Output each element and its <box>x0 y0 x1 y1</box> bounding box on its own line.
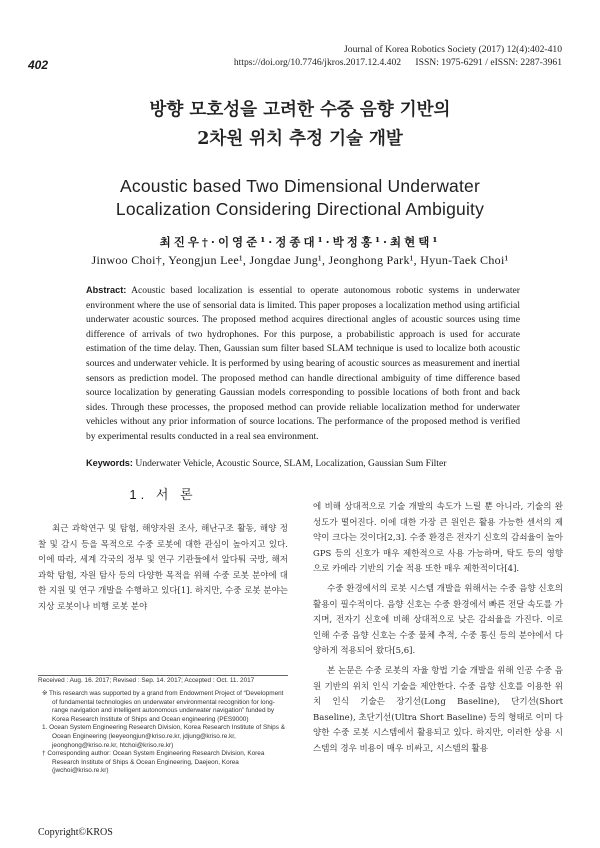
authors-english: Jinwoo Choi†, Yeongjun Lee¹, Jongdae Jung¹, Jeonghong Park¹, Hyun-Taek Choi¹ <box>91 253 509 267</box>
body-paragraph: 본 논문은 수중 로봇의 자율 항법 기술 개발을 위해 인공 수중 음원 기반의 위치 인식 기술을 제안한다. 수중 음향 신호를 이용한 위치 인식 기술은 장기선(Long Baseline), 단기선(Short Baseline), 초단기선(Ultra Short Baseline) 등의 형태로 이미 다양한 수중 로봇 시스템에서 활용되고 있다. 하지만, 이러한 상용 시스템의 경우 비용이 매우 비싸고, 시스템의 활용 <box>313 665 563 754</box>
corresponding-author-note: † Corresponding author: Ocean System Engineering Research Division, Korea Research Institute of Ships & Ocean Engineering, Daejeon, Korea (jwchoi@kriso.re.kr) <box>42 750 265 775</box>
doi-issn-line: https://doi.org/10.7746/jkros.2017.12.4.402 ISSN: 1975-6291 / eISSN: 2287-3961 <box>233 57 562 68</box>
korean-title-line-2: 2차원 위치 추정 기술 개발 <box>197 129 403 149</box>
body-paragraph: 에 비해 상대적으로 기술 개발의 속도가 느릴 뿐 아니라, 기술의 완성도가 떨어진다. 이에 대한 가장 큰 원인은 활용 가능한 센서의 제약이 크다는 것이다[2,3]. 수중 환경은 전자기 신호의 감쇠율이 높아 GPS 등의 신호가 매우 제한적으로 사용 가능하며, 탁도 등의 영향으로 카메라 기반의 기술 적용 또한 매우 제한적이다[4]. <box>313 502 563 575</box>
english-title-line-2: Localization Considering Directional Ambiguity <box>115 199 485 219</box>
footnote-divider <box>38 675 288 676</box>
received-dates: Received : Aug. 16. 2017; Revised : Sep. 14. 2017; Accepted : Oct. 11. 2017 <box>38 677 255 684</box>
page-number: 402 <box>28 58 49 72</box>
korean-title-line-1: 방향 모호성을 고려한 수중 음향 기반의 <box>149 100 451 120</box>
authors-korean: 최진우†·이영준¹·정종대¹·박정홍¹·최현택¹ <box>159 235 441 249</box>
journal-citation: Journal of Korea Robotics Society (2017) 12(4):402-410 <box>344 44 562 55</box>
english-title-line-1: Acoustic based Two Dimensional Underwater <box>120 176 480 196</box>
abstract-text: Acoustic based localization is essential to operate autonomous robotic systems in underwater environment where the use of sensorial data is limited. This paper proposes a localization method using artificial underwater acoustic sources. The proposed method acquires directional angles of acoustic sources using time difference of arrivals of two hydrophones. For this purpose, a probabilistic approach is used for accurate estimation of the time delay. Then, Gaussian sum filter based SLAM technique is used to localize both acoustic sources and underwater vehicle. It is performed by using bearing of acoustic sources as measurement and inertial sensors as prediction model. The proposed method can handle directional ambiguity of time difference based source localization by generating Gaussian models corresponding to possible locations of both front and back sides. Through these processes, the proposed method can provide reliable localization method for underwater vehicles without any prior information of source locations. The performance of the proposed method is verified by experimental results conducted in a real sea environment. <box>86 285 520 442</box>
keywords-text: Underwater Vehicle, Acoustic Source, SLAM, Localization, Gaussian Sum Filter <box>135 458 447 469</box>
body-column-right <box>313 500 563 758</box>
footnotes <box>38 690 288 776</box>
funding-note: ※ This research was supported by a grand from Endowment Project of “Development of fundamental technologies on underwater environmental recognition for long-range navigation and intelligent autonomous underwater navigation” funded by Korea Research Institute of Ships and Ocean engineering (PES9000) <box>42 690 284 723</box>
section-heading: 1. 서 론 <box>129 487 197 502</box>
keywords <box>86 458 520 469</box>
body-column-left <box>38 522 288 616</box>
keywords-label: Keywords: <box>86 458 133 468</box>
abstract <box>86 283 520 445</box>
body-paragraph: 최근 과학연구 및 탐험, 해양자원 조사, 해난구조 활동, 해양 정찰 및 감시 등을 목적으로 수중 로봇에 대한 관심이 높아지고 있다. 이에 따라, 세계 각국의 정부 및 연구 기관들에서 앞다퉈 국방, 해저 과학 탐험, 자원 탐사 등의 다양한 목적을 위해 수중 로봇 분야에 대한 지원 및 연구 개발을 수행하고 있다[1]. 하지만, 수중 로봇 분야는 지상 로봇이나 비행 로봇 분야 <box>38 524 288 612</box>
body-paragraph: 수중 환경에서의 로봇 시스템 개발을 위해서는 수중 음향 신호의 활용이 필수적이다. 음향 신호는 수중 환경에서 빠른 전달 속도를 가지며, 전자기 신호에 비해 상대적으로 낮은 감쇠율을 가진다. 이로 인해 수중 음향 신호는 수중 물체 추적, 수중 통신 등의 분야에서 다양하게 적용되어 왔다[5,6]. <box>313 583 563 657</box>
affiliation-note: 1. Ocean System Engineering Research Division, Korea Research Institute of Ships & Ocean Engineering (leeyeongjun@kriso.re.kr, jdjung@kriso.re.kr, jeonghong@kriso.re.kr, htchoi@kriso.re.kr) <box>42 724 285 749</box>
copyright: Copyright©KROS <box>38 827 113 838</box>
abstract-label: Abstract: <box>86 285 127 295</box>
